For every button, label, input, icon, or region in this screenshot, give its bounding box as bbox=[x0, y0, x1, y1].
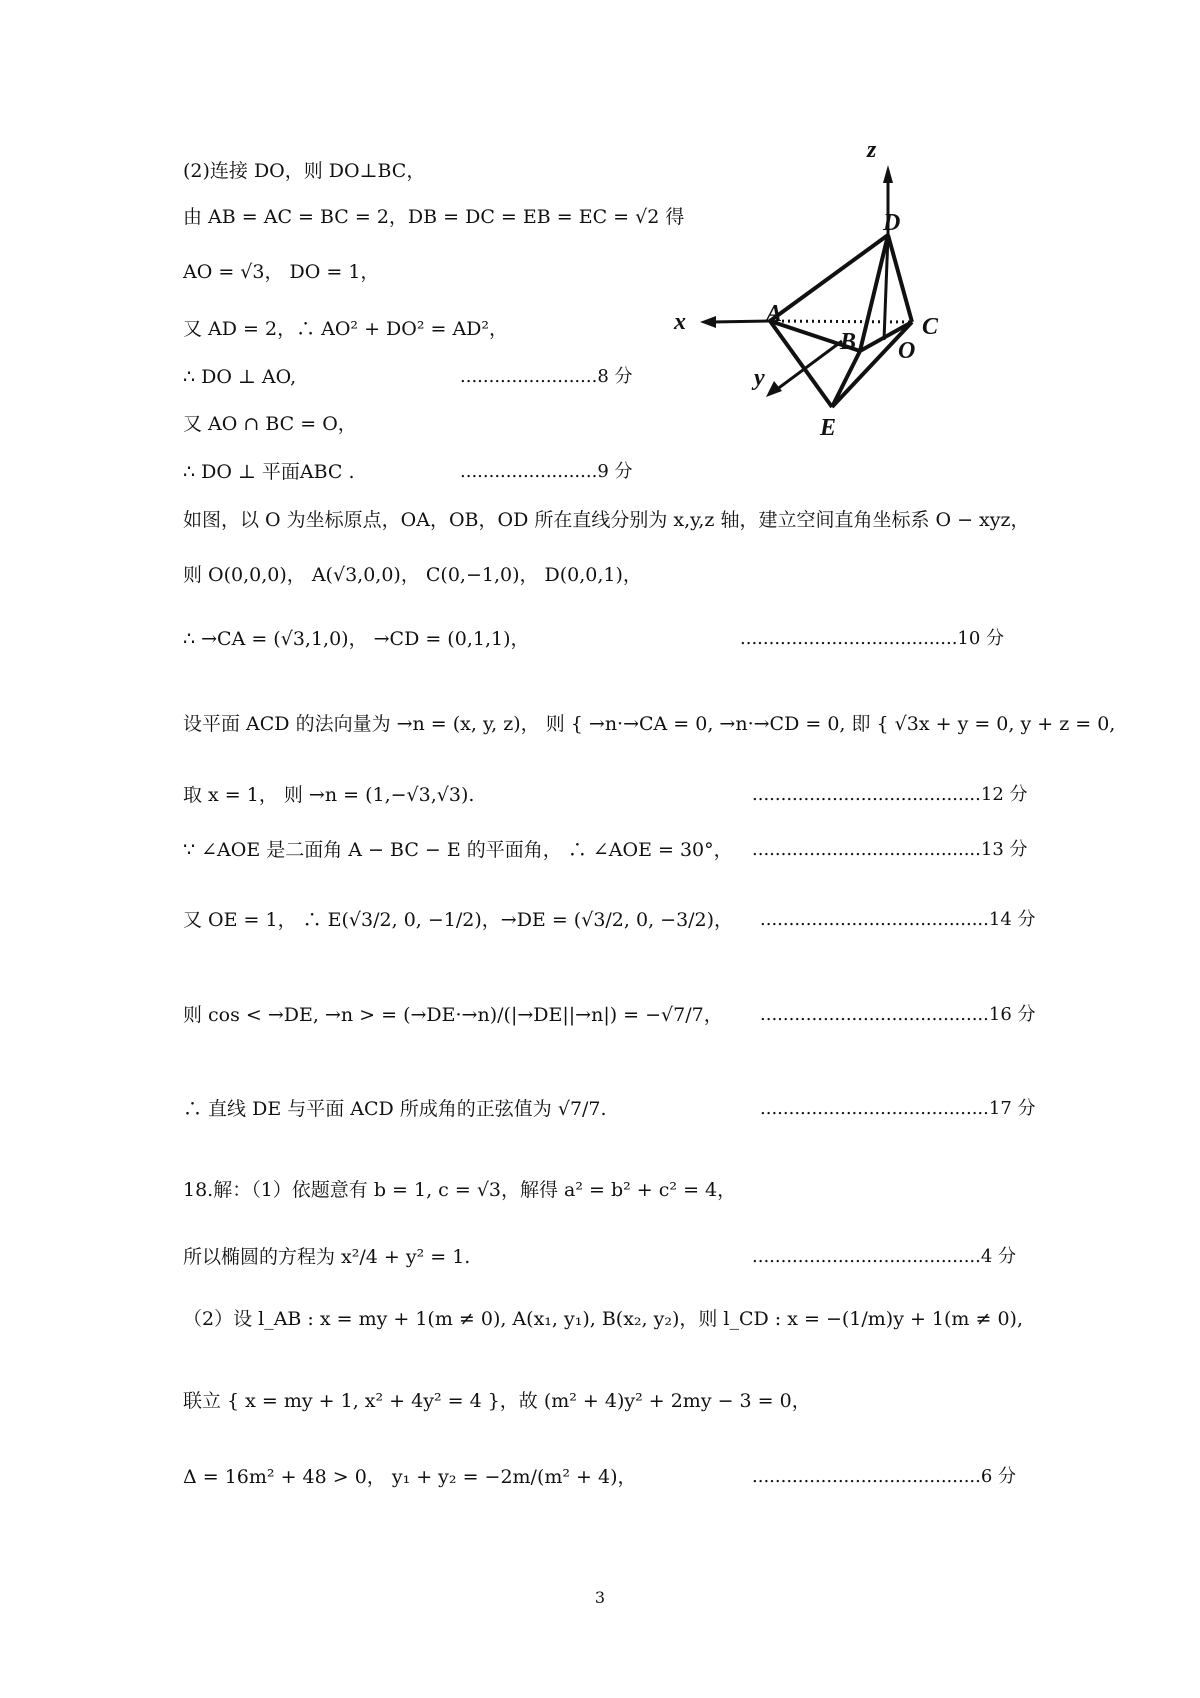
point-label-o: O bbox=[898, 338, 916, 364]
score-12: ........................................12 分 bbox=[752, 784, 1028, 805]
axis-label-y: y bbox=[754, 365, 765, 391]
text-line-intersection: 又 AO ∩ BC = O， bbox=[183, 413, 357, 435]
geometry-figure bbox=[670, 135, 970, 455]
text-line-point-e: 又 OE = 1， ∴ E(√3/2, 0, −1/2)，→DE = (√3/2, 0, −3/2)， bbox=[183, 909, 734, 931]
text-line-vectors: ∴ →CA = (√3,1,0)， →CD = (0,1,1)， bbox=[183, 628, 530, 650]
y-axis-arrow bbox=[766, 381, 782, 397]
text-line-given-lengths: 由 AB = AC = BC = 2，DB = DC = EB = EC = √2 得 bbox=[183, 206, 685, 228]
text-line-normal-vector: 设平面 ACD 的法向量为 →n = (x, y, z)， 则 { →n·→CA = 0, →n·→CD = 0, 即 { √3x + y = 0, y + z = 0, bbox=[183, 713, 1116, 735]
x-axis-arrow bbox=[700, 316, 716, 328]
point-label-a: A bbox=[766, 301, 783, 327]
z-axis-arrow bbox=[883, 165, 893, 183]
edge-ac-dotted bbox=[770, 321, 912, 322]
point-label-d: D bbox=[883, 210, 901, 236]
score-10: ......................................10 分 bbox=[740, 628, 1005, 649]
text-line-q18-part1: 18.解：（1）依题意有 b = 1, c = √3，解得 a² = b² + c² = 4， bbox=[183, 1179, 737, 1201]
page-number: 3 bbox=[594, 1588, 606, 1607]
text-line-do-perp-ao: ∴ DO ⊥ AO, bbox=[183, 366, 297, 388]
score-4: ........................................4 分 bbox=[752, 1246, 1017, 1267]
score-9: ........................9 分 bbox=[460, 461, 633, 482]
point-label-e: E bbox=[820, 415, 837, 441]
text-line-cosine: 则 cos < →DE, →n > = (→DE·→n)/(|→DE||→n|) = −√7/7， bbox=[183, 1004, 723, 1026]
edge-dc bbox=[888, 235, 912, 322]
score-17: ........................................17 分 bbox=[760, 1098, 1036, 1119]
axis-label-z: z bbox=[867, 137, 877, 163]
text-line-coordinate-setup: 如图，以 O 为坐标原点，OA，OB，OD 所在直线分别为 x,y,z 轴，建立空间直角坐标系 O − xyz， bbox=[183, 509, 1030, 531]
score-14: ........................................14 分 bbox=[760, 909, 1036, 930]
score-16: ........................................16 分 bbox=[760, 1004, 1036, 1025]
text-line-coordinates: 则 O(0,0,0)， A(√3,0,0)， C(0,−1,0)， D(0,0,1)， bbox=[183, 564, 642, 586]
text-line-take-x: 取 x = 1， 则 →n = (1,−√3,√3). bbox=[183, 784, 475, 806]
text-line-do-perp-plane: ∴ DO ⊥ 平面ABC . bbox=[183, 461, 355, 483]
score-8: ........................8 分 bbox=[460, 366, 633, 387]
point-label-c: C bbox=[922, 314, 939, 340]
text-line-sine-value: ∴ 直线 DE 与平面 ACD 所成角的正弦值为 √7/7. bbox=[183, 1098, 607, 1120]
score-13: ........................................13 分 bbox=[752, 839, 1028, 860]
score-6: ........................................6 分 bbox=[752, 1466, 1017, 1487]
x-axis bbox=[712, 321, 770, 322]
text-line-dihedral-angle: ∵ ∠AOE 是二面角 A − BC − E 的平面角， ∴ ∠AOE = 30°， bbox=[183, 839, 733, 861]
text-line-system: 联立 { x = my + 1, x² + 4y² = 4 }，故 (m² + 4)y² + 2my − 3 = 0， bbox=[183, 1390, 811, 1412]
text-line-ellipse-equation: 所以椭圆的方程为 x²/4 + y² = 1. bbox=[183, 1246, 471, 1268]
text-line-ao-do: AO = √3， DO = 1， bbox=[183, 261, 380, 283]
y-axis bbox=[776, 341, 842, 390]
text-line-connect-do: (2)连接 DO，则 DO⊥BC， bbox=[183, 160, 426, 182]
text-line-pythagoras: 又 AD = 2，∴ AO² + DO² = AD²， bbox=[183, 318, 509, 340]
text-line-discriminant: Δ = 16m² + 48 > 0， y₁ + y₂ = −2m/(m² + 4)， bbox=[183, 1466, 637, 1488]
edge-ae bbox=[770, 321, 832, 407]
axis-label-x: x bbox=[674, 309, 686, 335]
text-line-q18-part2: （2）设 l_AB : x = my + 1(m ≠ 0), A(x₁, y₁), B(x₂, y₂)，则 l_CD : x = −(1/m)y + 1(m ≠ 0), bbox=[183, 1308, 1023, 1330]
point-label-b: B bbox=[840, 329, 857, 355]
